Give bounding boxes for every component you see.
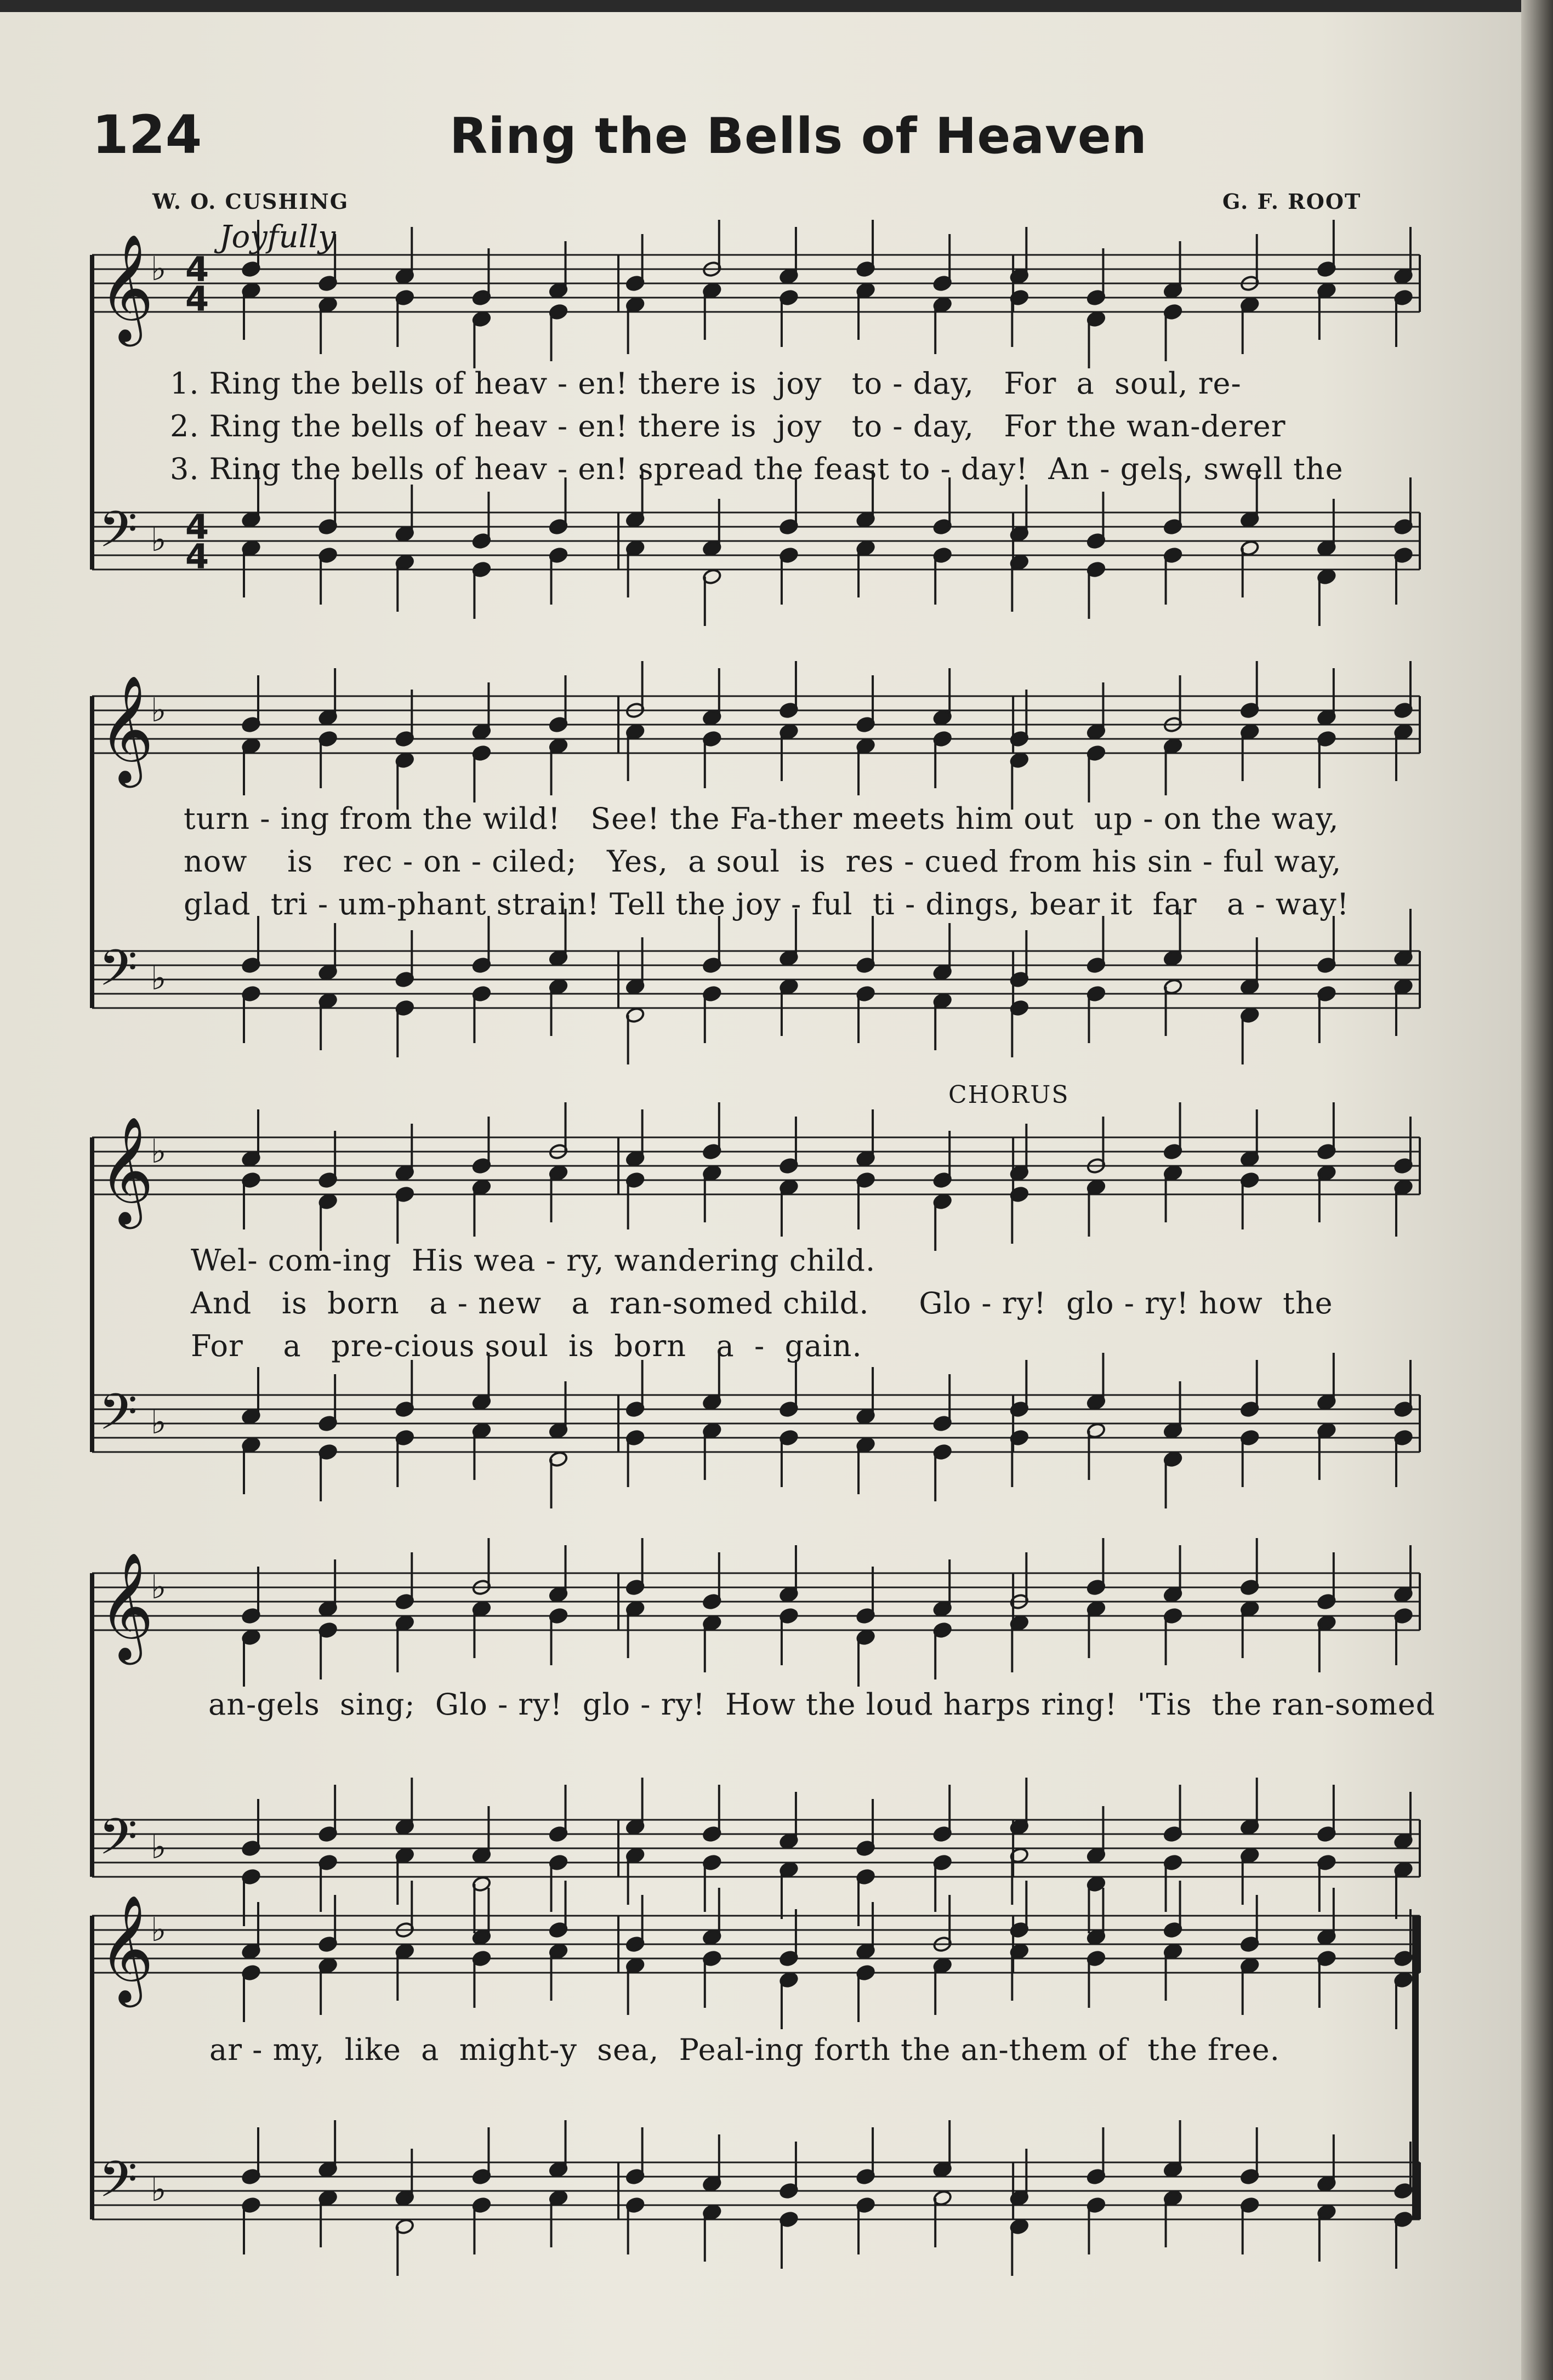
lyric-line: now is rec - on - ciled; Yes, a soul is res - cued from his sin - ful way,: [184, 844, 1342, 879]
lyric-line: 1. Ring the bells of heav - en! there is joy to - day, For a soul, re-: [170, 366, 1242, 401]
flat-key-signature-icon: ♭: [151, 1568, 167, 1607]
bass-clef-icon: 𝄢: [99, 2150, 138, 2220]
lyricist-credit: W. O. CUSHING: [152, 189, 349, 214]
flat-key-signature-icon: ♭: [151, 691, 167, 730]
lyric-line: 3. Ring the bells of heav - en! spread the feast to - day! An - gels, swell the: [170, 452, 1344, 486]
flat-key-signature-icon: ♭: [151, 1403, 167, 1442]
flat-key-signature-icon: ♭: [151, 1132, 167, 1171]
lyric-line: 2. Ring the bells of heav - en! there is joy to - day, For the wan-derer: [170, 409, 1286, 443]
tempo-marking: Joyfully: [219, 219, 336, 255]
lyric-line: ar - my, like a might-y sea, Peal-ing forth the an-them of the free.: [209, 2032, 1280, 2067]
lyric-line: For a pre-cious soul is born a - gain.: [191, 1329, 862, 1363]
treble-clef-icon: 𝄞: [99, 1552, 154, 1660]
treble-clef-icon: 𝄞: [99, 1116, 154, 1225]
bass-clef-icon: 𝄢: [99, 1383, 138, 1453]
flat-key-signature-icon: ♭: [151, 250, 167, 288]
flat-key-signature-icon: ♭: [151, 2171, 167, 2209]
hymn-title: Ring the Bells of Heaven: [450, 107, 1147, 165]
treble-clef-icon: 𝄞: [99, 1894, 154, 2003]
chorus-label: CHORUS: [948, 1081, 1070, 1109]
time-signature: 4: [185, 507, 209, 547]
flat-key-signature-icon: ♭: [151, 959, 167, 998]
lyric-line: an-gels sing; Glo - ry! glo - ry! How the loud harps ring! 'Tis the ran-somed: [208, 1687, 1436, 1722]
bass-clef-icon: 𝄢: [99, 939, 138, 1009]
lyric-line: turn - ing from the wild! See! the Fa-ther meets him out up - on the way,: [184, 801, 1339, 836]
bass-clef-icon: 𝄢: [99, 1808, 138, 1878]
treble-clef-icon: 𝄞: [99, 675, 154, 783]
time-signature: 4: [185, 279, 209, 319]
lyric-line: And is born a - new a ran-somed child. Glo - ry! glo - ry! how the: [191, 1286, 1333, 1320]
lyric-line: glad tri - um-phant strain! Tell the joy - ful ti - dings, bear it far a - way!: [184, 887, 1350, 921]
page-number: 124: [92, 104, 202, 166]
bass-clef-icon: 𝄢: [99, 500, 138, 571]
flat-key-signature-icon: ♭: [151, 1828, 167, 1866]
treble-clef-icon: 𝄞: [99, 234, 154, 342]
time-signature: 4: [185, 249, 209, 289]
lyric-line: Wel- com-ing His wea - ry, wandering child.: [191, 1243, 876, 1278]
flat-key-signature-icon: ♭: [151, 1911, 167, 1949]
time-signature: 4: [185, 537, 209, 577]
composer-credit: G. F. ROOT: [1222, 189, 1362, 214]
flat-key-signature-icon: ♭: [151, 521, 167, 559]
